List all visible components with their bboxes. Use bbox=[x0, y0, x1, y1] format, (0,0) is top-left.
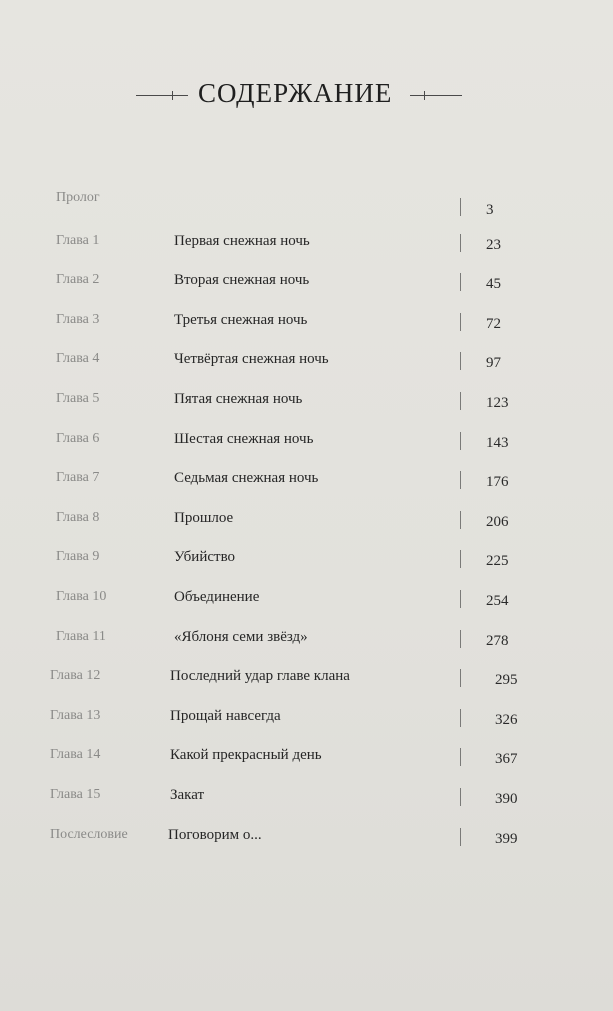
toc-chapter-title: Закат bbox=[170, 787, 205, 803]
toc-page-number: 3 bbox=[486, 202, 494, 218]
toc-row bbox=[0, 824, 613, 854]
toc-page-number: 390 bbox=[495, 791, 518, 807]
toc-chapter-label: Пролог bbox=[56, 190, 100, 205]
toc-chapter-title: Седьмая снежная ночь bbox=[174, 470, 319, 486]
toc-page-number: 295 bbox=[495, 672, 518, 688]
toc-chapter-label: Глава 5 bbox=[56, 391, 100, 406]
toc-row bbox=[0, 230, 613, 260]
heading-rule-left bbox=[136, 95, 188, 96]
toc-chapter-label: Послесловие bbox=[50, 827, 128, 842]
toc-page-number: 45 bbox=[486, 276, 501, 292]
heading-rule-left-tick bbox=[172, 91, 173, 100]
toc-chapter-title: Какой прекрасный день bbox=[170, 747, 322, 763]
toc-row bbox=[0, 546, 613, 576]
toc-chapter-title: «Яблоня семи звёзд» bbox=[174, 629, 308, 645]
toc-separator bbox=[460, 788, 461, 806]
toc-chapter-title: Прошлое bbox=[174, 510, 234, 526]
toc-chapter-label: Глава 11 bbox=[56, 629, 106, 644]
toc-chapter-label: Глава 9 bbox=[56, 549, 100, 564]
toc-row bbox=[0, 269, 613, 299]
toc-chapter-label: Глава 4 bbox=[56, 351, 100, 366]
toc-page-number: 97 bbox=[486, 355, 501, 371]
toc-page-number: 123 bbox=[486, 395, 509, 411]
toc-chapter-label: Глава 3 bbox=[56, 312, 100, 327]
heading-block bbox=[0, 78, 613, 114]
toc-row bbox=[0, 190, 613, 220]
toc-separator bbox=[460, 709, 461, 727]
toc-page-number: 23 bbox=[486, 237, 501, 253]
toc-page-number: 143 bbox=[486, 435, 509, 451]
toc-separator bbox=[460, 630, 461, 648]
toc-page-number: 367 bbox=[495, 751, 518, 767]
toc-row bbox=[0, 428, 613, 458]
toc-separator bbox=[460, 748, 461, 766]
toc-page-number: 206 bbox=[486, 514, 509, 530]
toc-separator bbox=[460, 234, 461, 252]
toc-chapter-title: Четвёртая снежная ночь bbox=[174, 351, 329, 367]
toc-row bbox=[0, 388, 613, 418]
toc-chapter-title: Прощай навсегда bbox=[170, 708, 281, 724]
toc-chapter-label: Глава 7 bbox=[56, 470, 100, 485]
toc-page-number: 399 bbox=[495, 831, 518, 847]
toc-page-number: 254 bbox=[486, 593, 509, 609]
toc-separator bbox=[460, 313, 461, 331]
heading-rule-right bbox=[410, 95, 462, 96]
toc-row bbox=[0, 744, 613, 774]
toc-separator bbox=[460, 198, 461, 216]
toc-row bbox=[0, 586, 613, 616]
toc-separator bbox=[460, 511, 461, 529]
toc-row bbox=[0, 784, 613, 814]
toc-chapter-label: Глава 8 bbox=[56, 510, 100, 525]
toc-row bbox=[0, 665, 613, 695]
heading-rule-right-tick bbox=[424, 91, 425, 100]
toc-row bbox=[0, 626, 613, 656]
toc-separator bbox=[460, 273, 461, 291]
toc-chapter-title: Первая снежная ночь bbox=[174, 233, 310, 249]
toc-row bbox=[0, 348, 613, 378]
toc-row bbox=[0, 309, 613, 339]
toc-chapter-label: Глава 13 bbox=[50, 708, 101, 723]
toc-separator bbox=[460, 432, 461, 450]
toc-separator bbox=[460, 669, 461, 687]
toc-page-number: 72 bbox=[486, 316, 501, 332]
toc-separator bbox=[460, 590, 461, 608]
toc-row bbox=[0, 467, 613, 497]
toc-chapter-label: Глава 12 bbox=[50, 668, 101, 683]
toc-chapter-title: Поговорим о... bbox=[168, 827, 262, 843]
toc-separator bbox=[460, 471, 461, 489]
toc-chapter-label: Глава 10 bbox=[56, 589, 107, 604]
page-title: СОДЕРЖАНИЕ bbox=[198, 78, 393, 108]
toc-chapter-title: Последний удар главе клана bbox=[170, 668, 350, 684]
toc-chapter-label: Глава 14 bbox=[50, 747, 101, 762]
toc-row bbox=[0, 705, 613, 735]
toc-separator bbox=[460, 550, 461, 568]
toc-chapter-label: Глава 6 bbox=[56, 431, 100, 446]
toc-separator bbox=[460, 392, 461, 410]
toc-chapter-title: Шестая снежная ночь bbox=[174, 431, 314, 447]
toc-chapter-label: Глава 1 bbox=[56, 233, 100, 248]
toc-page-number: 278 bbox=[486, 633, 509, 649]
toc-chapter-label: Глава 2 bbox=[56, 272, 100, 287]
toc-row bbox=[0, 507, 613, 537]
toc-chapter-title: Пятая снежная ночь bbox=[174, 391, 303, 407]
toc-chapter-title: Вторая снежная ночь bbox=[174, 272, 310, 288]
toc-chapter-title: Убийство bbox=[174, 549, 236, 565]
toc-chapter-label: Глава 15 bbox=[50, 787, 101, 802]
toc-chapter-title: Объединение bbox=[174, 589, 260, 605]
toc-page-number: 326 bbox=[495, 712, 518, 728]
toc-page-number: 176 bbox=[486, 474, 509, 490]
toc-separator bbox=[460, 828, 461, 846]
toc-page-number: 225 bbox=[486, 553, 509, 569]
toc-chapter-title: Третья снежная ночь bbox=[174, 312, 308, 328]
toc-separator bbox=[460, 352, 461, 370]
